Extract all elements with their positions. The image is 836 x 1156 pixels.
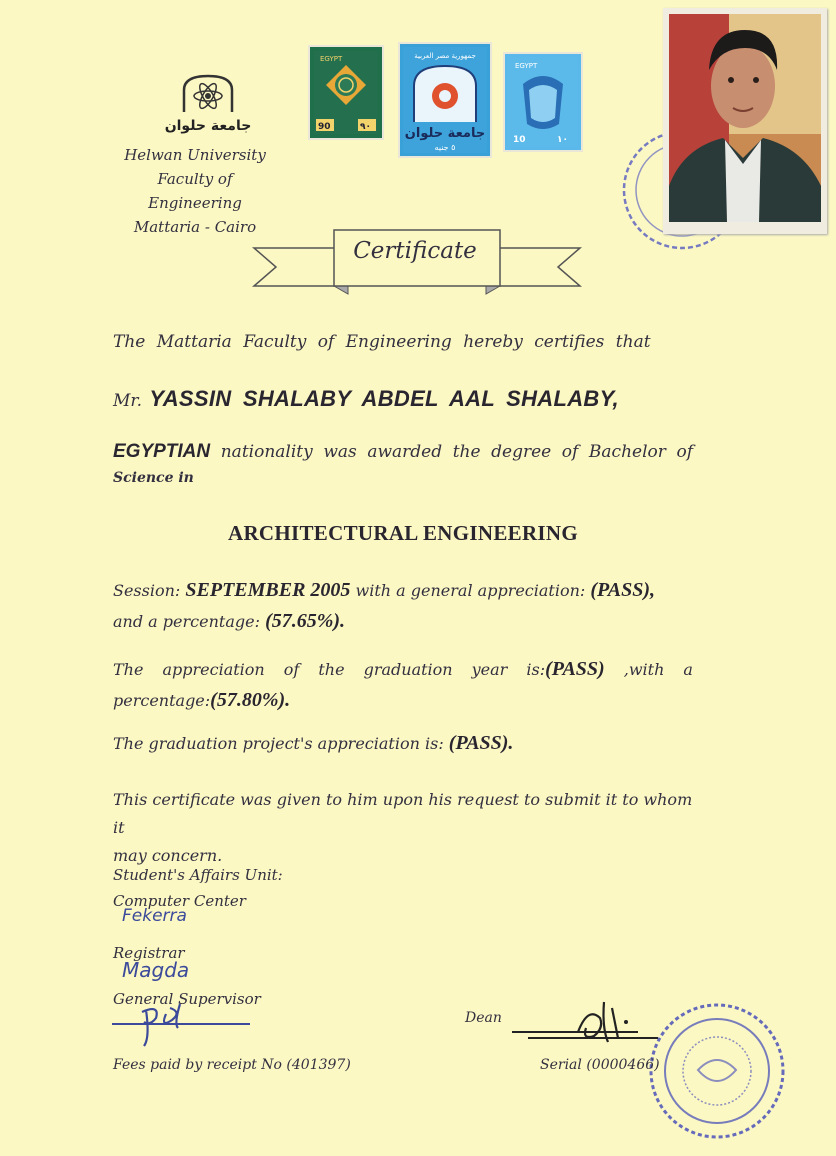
university-address: [110, 143, 280, 239]
registrar-label: Registrar: [113, 944, 185, 962]
appreciation-label: with a general appreciation:: [355, 581, 586, 600]
handwritten-name-1: Fekerra: [122, 906, 187, 926]
request-line: This certificate was given to him upon his request to submit it to whom it: [113, 790, 693, 837]
university-name: Helwan University: [124, 146, 266, 164]
helwan-university-logo: [164, 72, 252, 134]
intro-line: The Mattaria Faculty of Engineering hereby certifies that: [113, 332, 651, 352]
appreciation-value: (PASS),: [590, 579, 656, 601]
svg-text:٥ جنيه: ٥ جنيه: [434, 143, 456, 152]
session-paragraph: [113, 575, 693, 637]
degree-name: ARCHITECTURAL ENGINEERING: [228, 521, 578, 545]
recipient-name: YASSIN SHALABY ABDEL AAL SHALABY,: [149, 386, 619, 411]
word: the: [318, 660, 345, 679]
word: appreciation: [162, 660, 265, 679]
nationality: EGYPTIAN: [113, 441, 211, 462]
word: The: [113, 660, 144, 679]
serial-number: Serial (0000466): [540, 1057, 660, 1073]
project-line: [113, 732, 693, 755]
session-value: SEPTEMBER 2005: [185, 579, 351, 601]
certificate-title: Certificate: [353, 238, 477, 264]
svg-text:EGYPT: EGYPT: [320, 55, 343, 63]
word: ,with: [623, 660, 665, 679]
percentage-value: (57.65%).: [265, 610, 346, 632]
student-photo: [663, 8, 827, 234]
supervisor-signature: [110, 998, 255, 1048]
faculty-name: Faculty of Engineering: [148, 170, 242, 212]
project-value: (PASS).: [448, 732, 514, 754]
svg-text:جمهورية مصر العربية: جمهورية مصر العربية: [414, 52, 476, 60]
fees-receipt: Fees paid by receipt No (401397): [113, 1057, 351, 1073]
request-line: may concern.: [113, 846, 223, 865]
svg-text:١٠: ١٠: [557, 135, 568, 145]
grad-year-pct-label: percentage:: [113, 691, 211, 710]
svg-text:٩٠: ٩٠: [360, 122, 371, 132]
project-label: The graduation project's appreciation is:: [113, 734, 444, 753]
science-in-text: Science in: [113, 470, 194, 486]
nationality-line: [113, 441, 693, 463]
word: of: [283, 660, 300, 679]
faculty-location: Mattaria - Cairo: [133, 218, 257, 236]
svg-text:10: 10: [513, 135, 526, 145]
dean-label: Dean: [465, 1010, 502, 1026]
svg-text:90: 90: [318, 122, 331, 132]
grad-year-appreciation: is:(PASS): [526, 658, 605, 680]
svg-text:EGYPT: EGYPT: [515, 62, 538, 70]
affairs-label: Student's Affairs Unit:: [113, 866, 283, 884]
recipient-line: [113, 386, 693, 412]
revenue-stamp-green: [308, 45, 384, 140]
revenue-stamp-blue: [503, 52, 583, 152]
grad-year-pct-value: (57.80%).: [210, 689, 291, 711]
word: graduation: [363, 660, 453, 679]
percentage-label: and a percentage:: [113, 612, 260, 631]
graduation-year-paragraph: [113, 654, 693, 716]
logo-arabic-text: جامعة حلوان: [164, 118, 252, 134]
signature-block: [113, 862, 283, 1012]
session-label: Session:: [113, 581, 181, 600]
general-supervisor-label: General Supervisor: [113, 990, 261, 1008]
svg-text:جامعة حلوان: جامعة حلوان: [404, 126, 486, 141]
computer-center-label: Computer Center: [113, 892, 246, 910]
revenue-stamp-university: [398, 42, 492, 158]
word: a: [683, 660, 693, 679]
word: year: [471, 660, 508, 679]
request-paragraph: [113, 786, 693, 870]
handwritten-name-2: Magda: [122, 958, 190, 982]
nationality-text: nationality was awarded the degree of Bachelor of: [220, 442, 694, 462]
name-prefix: Mr.: [113, 391, 143, 411]
official-seal-bottom: [646, 1000, 788, 1142]
